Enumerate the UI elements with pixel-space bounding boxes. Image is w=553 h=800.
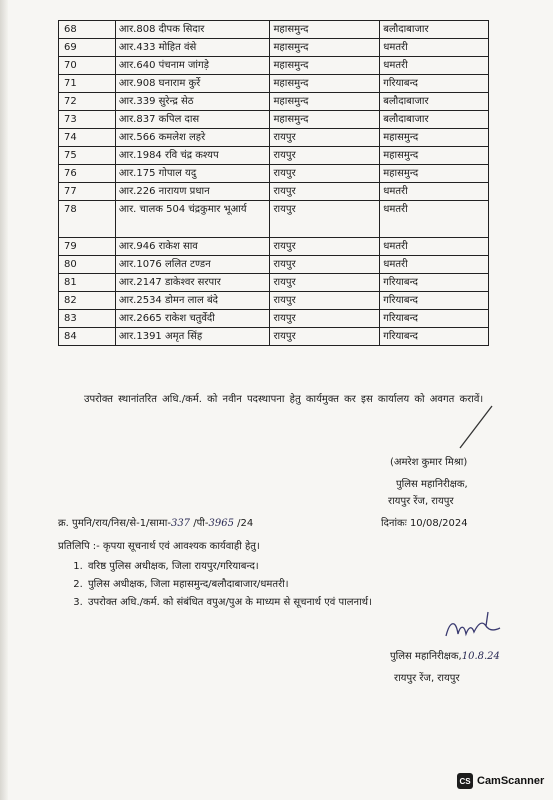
to-district-cell: गरियाबन्द — [380, 328, 489, 346]
serial-number-cell: 84 — [59, 328, 116, 346]
serial-number-cell: 69 — [59, 39, 116, 57]
copy-item: 3. उपरोक्त अधि./कर्म. को संबंधित वपुअ/पुअ के माध्यम से सूचनार्थ एवं पालनार्थ। — [86, 594, 536, 612]
serial-number-cell: 75 — [59, 147, 116, 165]
signatory-range: रायपुर रेंज, रायपुर — [388, 496, 454, 507]
copy-designation-text: पुलिस महानिरीक्षक, — [390, 651, 462, 662]
employee-name-cell: आर.908 घनाराम कुर्रे — [115, 75, 270, 93]
from-district-cell: रायपुर — [270, 201, 380, 238]
copy-item: 1. वरिष्ठ पुलिस अधीक्षक, जिला रायपुर/गरियाबन्द। — [86, 558, 536, 576]
from-district-cell: रायपुर — [270, 129, 380, 147]
transfer-table-body — [59, 21, 489, 346]
copy-item: 2. पुलिस अधीक्षक, जिला महासमुन्द/बलौदाबाजार/धमतरी। — [86, 576, 536, 594]
to-district-cell: धमतरी — [380, 201, 489, 238]
table-row — [59, 57, 489, 75]
copy-list — [58, 558, 536, 612]
employee-name-cell: आर.1391 अमृत सिंह — [115, 328, 270, 346]
from-district-cell: रायपुर — [270, 183, 380, 201]
employee-name-cell: आर.566 कमलेश लहरे — [115, 129, 270, 147]
employee-name-cell: आर. चालक 504 चंद्रकुमार भूआर्य — [115, 201, 270, 238]
camscanner-text: CamScanner — [477, 775, 545, 787]
reference-handwritten-2: 3965 — [208, 518, 234, 529]
from-district-cell: रायपुर — [270, 274, 380, 292]
camscanner-watermark — [457, 773, 544, 789]
table-row — [59, 256, 489, 274]
serial-number-cell: 82 — [59, 292, 116, 310]
scan-page-edge — [0, 0, 8, 800]
serial-number-cell: 68 — [59, 21, 116, 39]
serial-number-cell: 79 — [59, 238, 116, 256]
from-district-cell: रायपुर — [270, 238, 380, 256]
transfer-table — [58, 20, 489, 346]
reference-suffix: /24 — [233, 518, 254, 529]
employee-name-cell: आर.1076 ललित टण्डन — [115, 256, 270, 274]
to-district-cell: महासमुन्द — [380, 147, 489, 165]
to-district-cell: गरियाबन्द — [380, 75, 489, 93]
employee-name-cell: आर.946 राकेश साव — [115, 238, 270, 256]
from-district-cell: रायपुर — [270, 256, 380, 274]
signatory-designation: पुलिस महानिरीक्षक, — [396, 479, 468, 490]
to-district-cell: धमतरी — [380, 39, 489, 57]
table-row — [59, 129, 489, 147]
to-district-cell: महासमुन्द — [380, 165, 489, 183]
copy-signatory-range: रायपुर रेंज, रायपुर — [394, 673, 460, 684]
employee-name-cell: आर.808 दीपक सिदार — [115, 21, 270, 39]
from-district-cell: महासमुन्द — [270, 21, 380, 39]
instruction-paragraph: उपरोक्त स्थानांतरित अधि./कर्म. को नवीन पदस्थापना हेतु कार्यमुक्त कर इस कार्यालय को अवगत करावें। — [84, 394, 484, 405]
table-row — [59, 310, 489, 328]
to-district-cell: धमतरी — [380, 238, 489, 256]
employee-name-cell: आर.1984 रवि चंद्र कश्यप — [115, 147, 270, 165]
from-district-cell: महासमुन्द — [270, 39, 380, 57]
from-district-cell: रायपुर — [270, 310, 380, 328]
to-district-cell: महासमुन्द — [380, 129, 489, 147]
table-row — [59, 328, 489, 346]
from-district-cell: महासमुन्द — [270, 111, 380, 129]
to-district-cell: धमतरी — [380, 57, 489, 75]
serial-number-cell: 80 — [59, 256, 116, 274]
table-row — [59, 39, 489, 57]
to-district-cell: बलौदाबाजार — [380, 93, 489, 111]
reference-prefix: क्र. पुमनि/राय/निस/से-1/सामा- — [58, 518, 171, 529]
date-value: 10/08/2024 — [409, 518, 468, 529]
camscanner-logo-icon: CS — [457, 773, 473, 789]
serial-number-cell: 72 — [59, 93, 116, 111]
to-district-cell: गरियाबन्द — [380, 292, 489, 310]
from-district-cell: महासमुन्द — [270, 57, 380, 75]
serial-number-cell: 74 — [59, 129, 116, 147]
reference-number — [58, 515, 253, 529]
reference-date — [381, 515, 468, 529]
table-row — [59, 238, 489, 256]
to-district-cell: धमतरी — [380, 256, 489, 274]
from-district-cell: रायपुर — [270, 328, 380, 346]
date-label: दिनांकः — [381, 518, 407, 529]
table-row — [59, 274, 489, 292]
serial-number-cell: 83 — [59, 310, 116, 328]
employee-name-cell: आर.433 मोहित वंसे — [115, 39, 270, 57]
from-district-cell: रायपुर — [270, 292, 380, 310]
reference-handwritten-1: 337 — [170, 518, 191, 529]
employee-name-cell: आर.226 नारायण प्रधान — [115, 183, 270, 201]
table-row — [59, 75, 489, 93]
serial-number-cell: 73 — [59, 111, 116, 129]
serial-number-cell: 77 — [59, 183, 116, 201]
to-district-cell: बलौदाबाजार — [380, 21, 489, 39]
employee-name-cell: आर.837 कपिल दास — [115, 111, 270, 129]
signature-scribble — [440, 404, 500, 454]
serial-number-cell: 76 — [59, 165, 116, 183]
from-district-cell: महासमुन्द — [270, 75, 380, 93]
from-district-cell: महासमुन्द — [270, 93, 380, 111]
copy-signatory-designation — [390, 648, 500, 662]
from-district-cell: रायपुर — [270, 165, 380, 183]
handwritten-signature — [442, 608, 512, 648]
table-row — [59, 183, 489, 201]
to-district-cell: गरियाबन्द — [380, 310, 489, 328]
signatory-name: (अमरेश कुमार मिश्रा) — [390, 457, 468, 468]
copy-heading: प्रतिलिपि :- कृपया सूचनार्थ एवं आवश्यक कार्यवाही हेतु। — [58, 541, 260, 552]
to-district-cell: गरियाबन्द — [380, 274, 489, 292]
employee-name-cell: आर.2534 डोमन लाल बंदे — [115, 292, 270, 310]
serial-number-cell: 78 — [59, 201, 116, 238]
employee-name-cell: आर.339 सुरेन्द्र सेठ — [115, 93, 270, 111]
to-district-cell: बलौदाबाजार — [380, 111, 489, 129]
table-row — [59, 147, 489, 165]
reference-mid: /पी- — [190, 518, 209, 529]
table-row — [59, 201, 489, 238]
serial-number-cell: 71 — [59, 75, 116, 93]
serial-number-cell: 81 — [59, 274, 116, 292]
handwritten-date: 10.8.24 — [461, 651, 500, 662]
table-row — [59, 292, 489, 310]
employee-name-cell: आर.640 पंचनाम जांगड़े — [115, 57, 270, 75]
table-row — [59, 93, 489, 111]
serial-number-cell: 70 — [59, 57, 116, 75]
employee-name-cell: आर.175 गोपाल यदु — [115, 165, 270, 183]
table-row — [59, 165, 489, 183]
to-district-cell: धमतरी — [380, 183, 489, 201]
employee-name-cell: आर.2147 डाकेश्वर सरपार — [115, 274, 270, 292]
from-district-cell: रायपुर — [270, 147, 380, 165]
table-row — [59, 21, 489, 39]
table-row — [59, 111, 489, 129]
employee-name-cell: आर.2665 राकेश चतुर्वेदी — [115, 310, 270, 328]
